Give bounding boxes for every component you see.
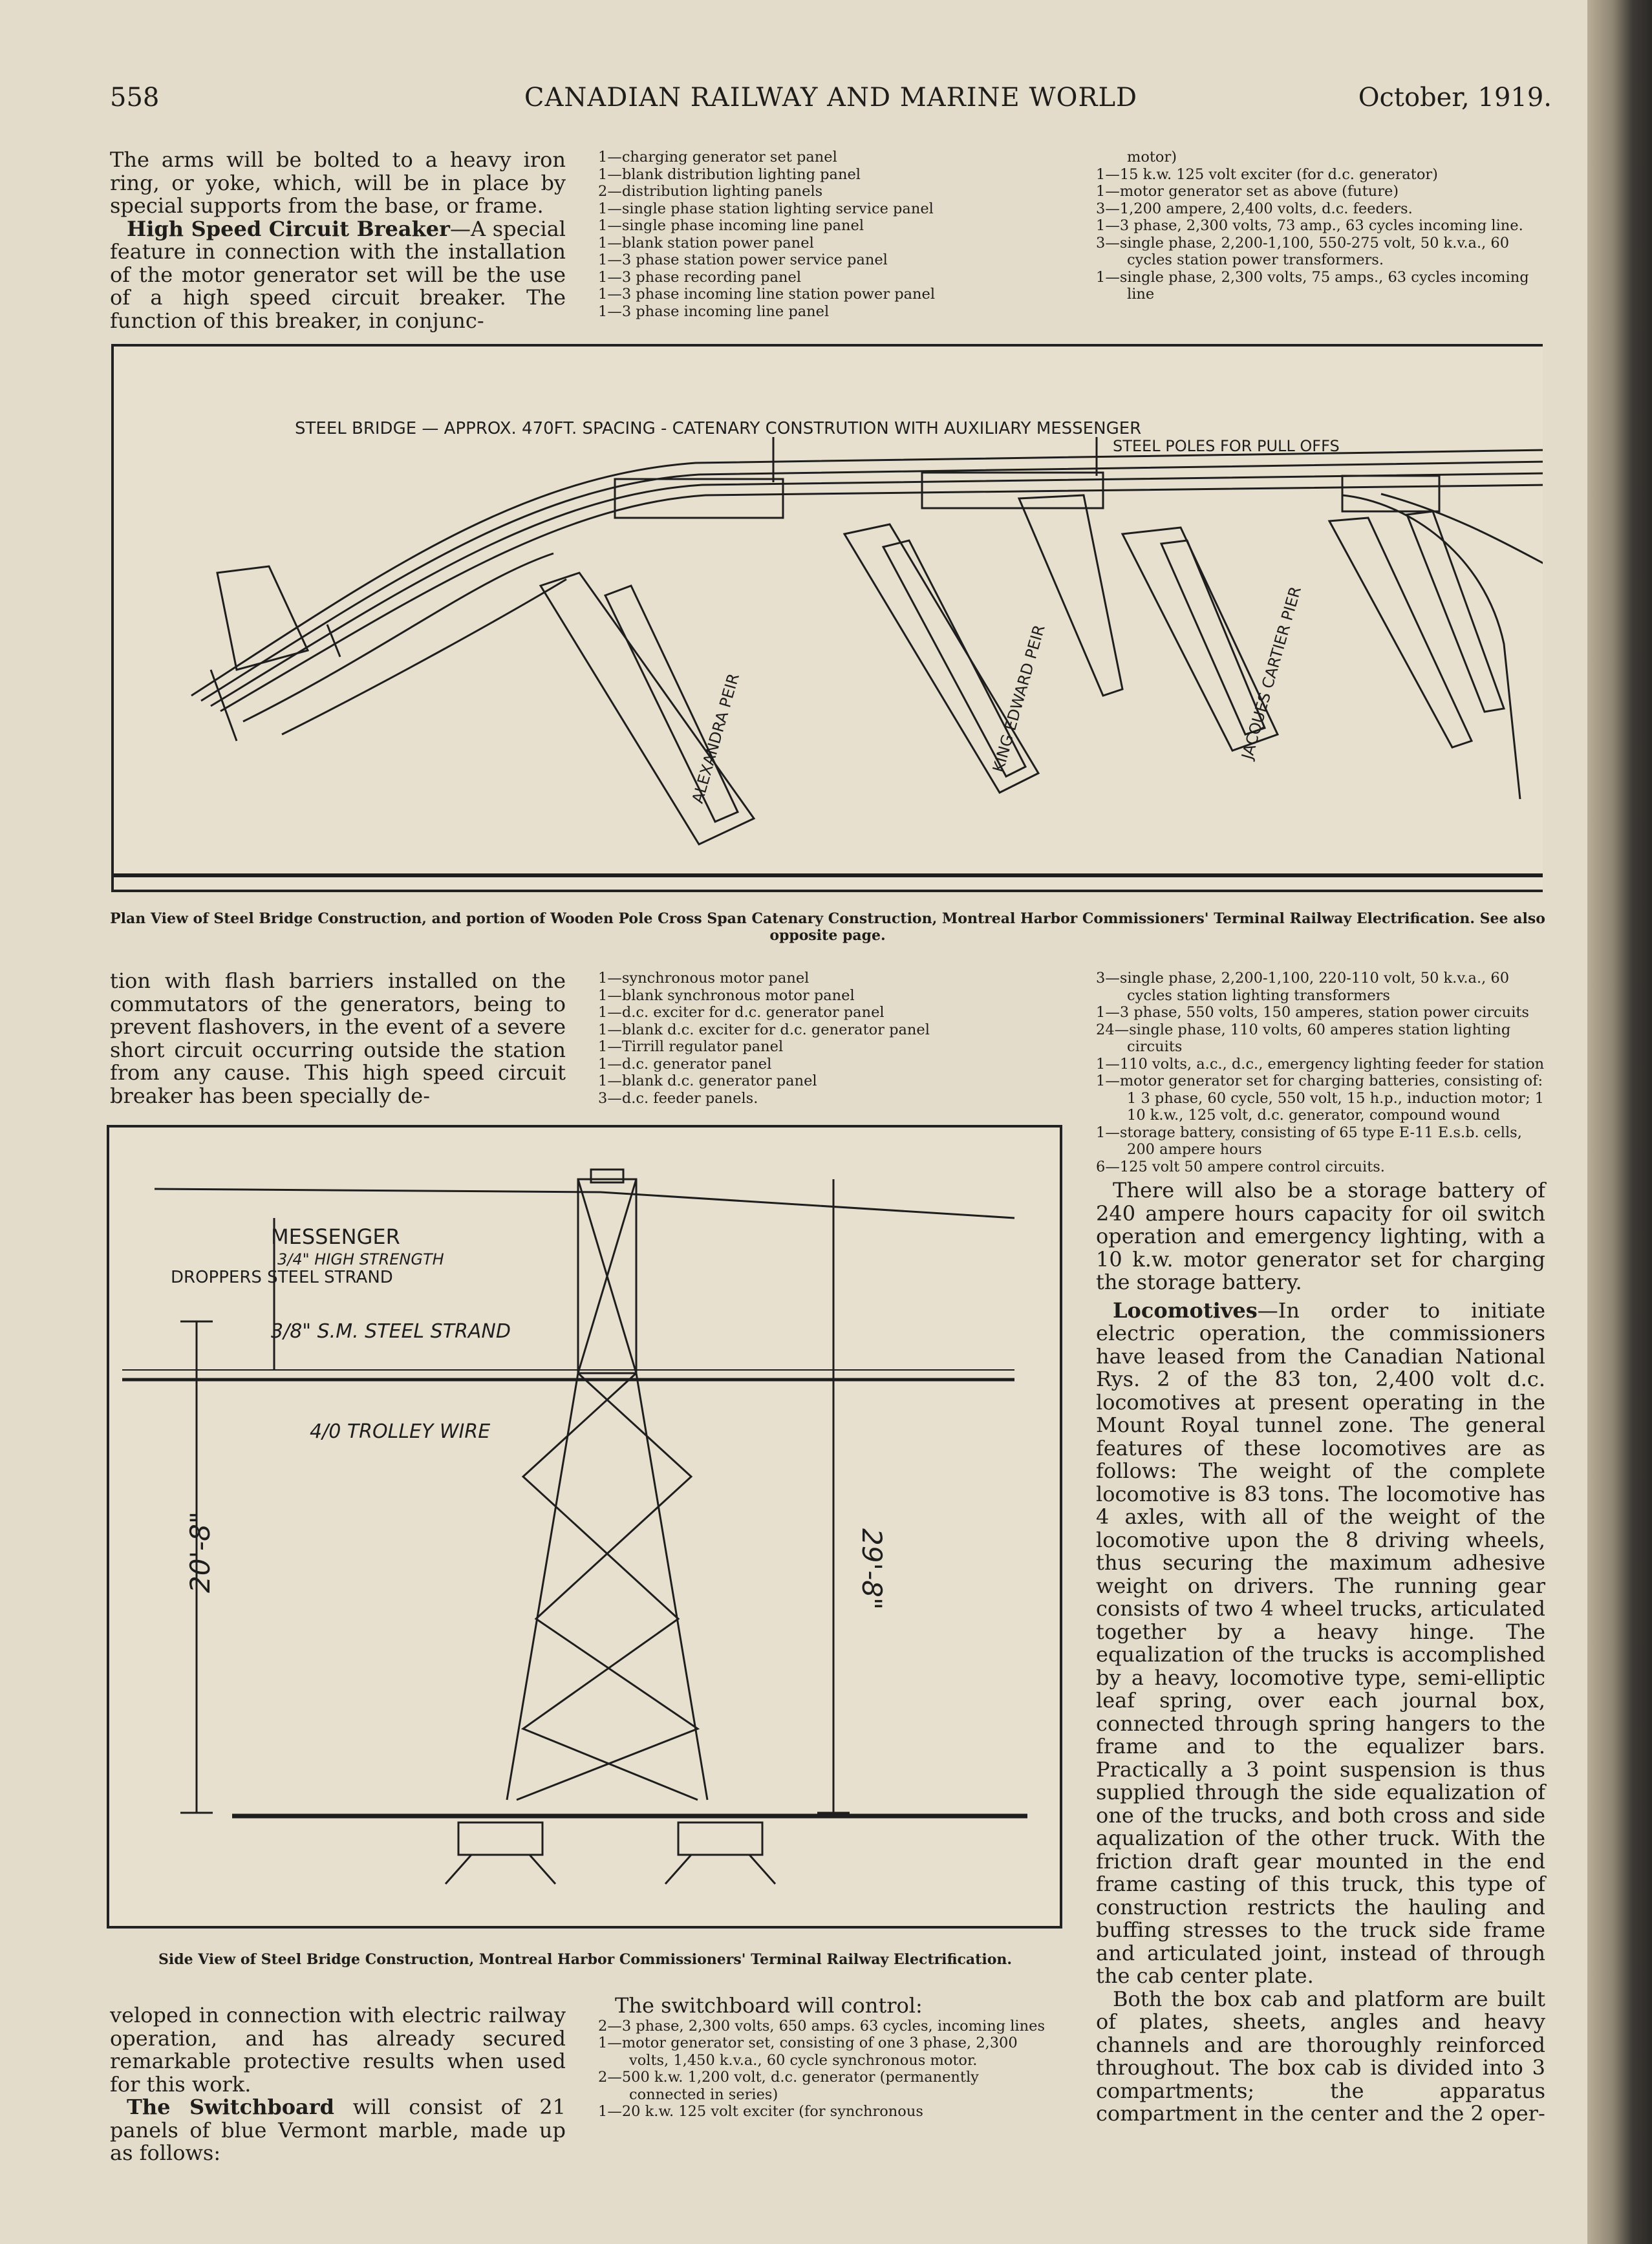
paragraph: Both the box cab and platform are built of plates, sheets, angles and heavy channels and are thoroughly reinforced throughout. The box cab is divided into 3 compartments; the apparatus compartment in the center and the 2 oper- bbox=[1096, 1986, 1545, 2126]
section-heading: The Switchboard bbox=[127, 2095, 335, 2119]
paragraph: veloped in connection with electric railway operation, and has already secured remarkable protective results when used for this work. bbox=[110, 2003, 566, 2097]
list-item: 24—single phase, 110 volts, 60 amperes station lighting circuits bbox=[1096, 1021, 1511, 1055]
list-item: 1—blank synchronous motor panel bbox=[598, 987, 855, 1004]
plan-view-caption: Plan View of Steel Bridge Construction, and portion of Wooden Pole Cross Span Catenary Construction, Montreal Harbor Commissioners' Terminal Railway Electrification. See also opposite page. bbox=[110, 910, 1545, 944]
list-item: 1—blank station power panel bbox=[598, 234, 814, 251]
footing bbox=[678, 1822, 762, 1855]
list-item: 6—125 volt 50 ampere control circuits. bbox=[1096, 1158, 1385, 1175]
paragraph: Locomotives—In order to initiate electric operation, the commissioners have leased from the Canadian National Rys. 2 of the 83 ton, 2,400 volt d.c. locomotives at present operating in the Mount Royal tunnel zone. The general features of these locomotives are as follows: The weight of the complete locomotive is 83 tons. The locomotive has 4 axles, with all of the weight of the locomotive upon the 8 driving wheels, thus securing the maximum adhesive weight on drivers. The running gear consists of two 4 wheel trucks, articulated together by a heavy hinge. The equalization of the trucks is accomplished by a heavy, locomotive type, semi-elliptic leaf spring, over each journal box, connected through spring hangers to the frame and to the equalizer bars. Practically a 3 point suspension is thus supplied through the side equalization of one of the trucks, and both cross and side aqualization of the other truck. With the friction draft gear mounted in the end frame casting of this truck, this type of construction restricts the hauling and buffing stresses to the truck side frame and articulated joint, instead of through the cab center plate. bbox=[1096, 1298, 1545, 1988]
list-item: 3—single phase, 2,200-1,100, 550-275 volt, 50 k.v.a., 60 cycles station power transformers. bbox=[1096, 234, 1510, 268]
list-item: motor) bbox=[1127, 149, 1177, 166]
top-column-1 bbox=[110, 149, 566, 332]
middle-column-1 bbox=[110, 970, 566, 1107]
track-line bbox=[1381, 494, 1543, 566]
dimension-label-left: 20'-8" bbox=[184, 1511, 216, 1593]
building-outline bbox=[217, 566, 308, 670]
list-item: 1—motor generator set as above (future) bbox=[1096, 183, 1399, 200]
list-item: 1—3 phase, 550 volts, 150 amperes, station power circuits bbox=[1096, 1004, 1529, 1021]
list-item: 1—d.c. exciter for d.c. generator panel bbox=[598, 1004, 885, 1021]
side-view-figure bbox=[107, 1125, 1062, 1929]
list-item: 2—distribution lighting panels bbox=[598, 183, 823, 200]
bridge-label: STEEL BRIDGE — APPROX. 470FT. SPACING - CATENARY CONSTRUTION WITH AUXILIARY MESSENGER bbox=[295, 419, 1142, 438]
list-item: 2—500 k.w. 1,200 volt, d.c. generator (permanently connected in series) bbox=[598, 2069, 979, 2103]
list-item: 1—single phase incoming line panel bbox=[598, 217, 864, 234]
pier-outline bbox=[1329, 518, 1472, 747]
list-item: 3—1,200 ampere, 2,400 volts, d.c. feeders. bbox=[1096, 200, 1413, 217]
list-item: 1—charging generator set panel bbox=[598, 149, 837, 166]
section-heading: Locomotives bbox=[1113, 1298, 1258, 1323]
journal-title: CANADIAN RAILWAY AND MARINE WORLD bbox=[524, 83, 1138, 112]
list-item: 1—3 phase incoming line station power panel bbox=[598, 286, 936, 303]
dimension-label-right: 29'-8" bbox=[856, 1528, 888, 1610]
list-item: 1—storage battery, consisting of 65 type E-11 E.s.b. cells, 200 ampere hours bbox=[1096, 1124, 1522, 1158]
issue-date: October, 1919. bbox=[1358, 83, 1552, 112]
poles-label: STEEL POLES FOR PULL OFFS bbox=[1113, 437, 1340, 455]
switchboard-list bbox=[598, 2018, 1054, 2121]
list-item: 1—blank distribution lighting panel bbox=[598, 166, 861, 183]
pier-outline bbox=[1407, 511, 1504, 712]
list-item: 1—20 k.w. 125 volt exciter (for synchronous bbox=[598, 2103, 923, 2120]
plan-view-figure bbox=[111, 344, 1543, 892]
list-item: 1—motor generator set for charging batteries, consisting of: 1 3 phase, 60 cycle, 550 volt, 15 h.p., induction motor; 1 10 k.w., 125 volt, d.c. generator, compound wound bbox=[1096, 1073, 1544, 1124]
side-view-drawing bbox=[109, 1127, 1060, 1926]
control-list bbox=[1096, 970, 1545, 1175]
list-item: 1—single phase, 2,300 volts, 75 amps., 63 cycles incoming line bbox=[1096, 268, 1529, 303]
right-body bbox=[1096, 1179, 1545, 2126]
paragraph: There will also be a storage battery of 240 ampere hours capacity for oil switch operation and emergency lighting, with a 10 k.w. motor generator set for charging the storage battery. bbox=[1096, 1178, 1545, 1294]
page-edge-shadow bbox=[1587, 0, 1652, 2244]
bottom-column-2 bbox=[598, 1994, 1054, 2121]
top-control-list bbox=[1096, 149, 1545, 303]
track-line bbox=[1342, 495, 1520, 799]
track-line bbox=[220, 485, 1543, 711]
droppers-label: DROPPERS STEEL STRAND bbox=[171, 1268, 393, 1287]
top-panel-list bbox=[598, 149, 1044, 320]
footing-legs bbox=[445, 1855, 775, 1884]
messenger-label: MESSENGER bbox=[271, 1224, 400, 1249]
paragraph: High Speed Circuit Breaker—A special feature in connection with the installation of the motor generator set will be the use of a high speed circuit breaker. The function of this breaker, in conjunc- bbox=[110, 216, 566, 333]
bottom-column-1 bbox=[110, 2004, 566, 2165]
abutment-block bbox=[1342, 476, 1439, 511]
list-item: 1—110 volts, a.c., d.c., emergency lighting feeder for station bbox=[1096, 1055, 1545, 1073]
list-item: 1—3 phase station power service panel bbox=[598, 251, 888, 268]
list-item: 1—motor generator set, consisting of one 3 phase, 2,300 volts, 1,450 k.v.a., 60 cycle synchronous motor. bbox=[598, 2035, 1018, 2069]
section-heading: High Speed Circuit Breaker bbox=[127, 216, 450, 241]
list-item: 2—3 phase, 2,300 volts, 650 amps. 63 cycles, incoming lines bbox=[598, 2017, 1045, 2035]
strand-label: 3/8" S.M. STEEL STRAND bbox=[271, 1320, 511, 1343]
pier-label: KING EDWARD PEIR bbox=[989, 623, 1049, 775]
list-item: 3—d.c. feeder panels. bbox=[598, 1089, 758, 1107]
list-item: 1—single phase station lighting service panel bbox=[598, 200, 934, 217]
list-item: 1—3 phase recording panel bbox=[598, 268, 802, 286]
switchboard-intro: The switchboard will control: bbox=[615, 1993, 923, 2018]
list-item: 1—15 k.w. 125 volt exciter (for d.c. generator) bbox=[1096, 166, 1438, 183]
paragraph: tion with flash barriers installed on the commutators of the generators, being to prevent flashovers, in the event of a severe short circuit occurring outside the station from any cause. This high speed circuit breaker has been specially de- bbox=[110, 968, 566, 1108]
list-item: 3—single phase, 2,200-1,100, 220-110 volt, 50 k.v.a., 60 cycles station lighting transformers bbox=[1096, 970, 1510, 1004]
list-item: 1—Tirrill regulator panel bbox=[598, 1038, 784, 1055]
pier-label: JACQUES CARTIER PIER bbox=[1238, 584, 1305, 762]
middle-panel-list bbox=[598, 970, 1044, 1107]
list-item: 1—3 phase incoming line panel bbox=[598, 303, 830, 320]
page-number: 558 bbox=[110, 83, 160, 112]
list-item: 1—blank d.c. generator panel bbox=[598, 1073, 817, 1089]
steel-tower bbox=[507, 1170, 707, 1800]
pier-label: ALEXANDRA PEIR bbox=[688, 671, 743, 806]
list-item: 1—d.c. generator panel bbox=[598, 1055, 772, 1073]
paragraph: The arms will be bolted to a heavy iron ring, or yoke, which, will be in place by special supports from the base, or frame. bbox=[110, 147, 566, 218]
track-line bbox=[282, 579, 566, 734]
side-view-caption: Side View of Steel Bridge Construction, Montreal Harbor Commissioners' Terminal Railway Electrification. bbox=[158, 1951, 1013, 1968]
right-column bbox=[1096, 970, 1545, 2126]
page-header bbox=[110, 83, 1552, 122]
list-item: 1—synchronous motor panel bbox=[598, 970, 810, 987]
paragraph: The Switchboard will consist of 21 panels of blue Vermont marble, made up as follows: bbox=[110, 2095, 566, 2165]
messenger-spec-label: 3/4" HIGH STRENGTH bbox=[277, 1250, 444, 1268]
list-item: 1—blank d.c. exciter for d.c. generator panel bbox=[598, 1021, 930, 1038]
plan-view-drawing bbox=[114, 347, 1543, 890]
list-item: 1—3 phase, 2,300 volts, 73 amp., 63 cycles incoming line. bbox=[1096, 217, 1523, 234]
footing bbox=[458, 1822, 542, 1855]
trolley-label: 4/0 TROLLEY WIRE bbox=[310, 1420, 491, 1443]
